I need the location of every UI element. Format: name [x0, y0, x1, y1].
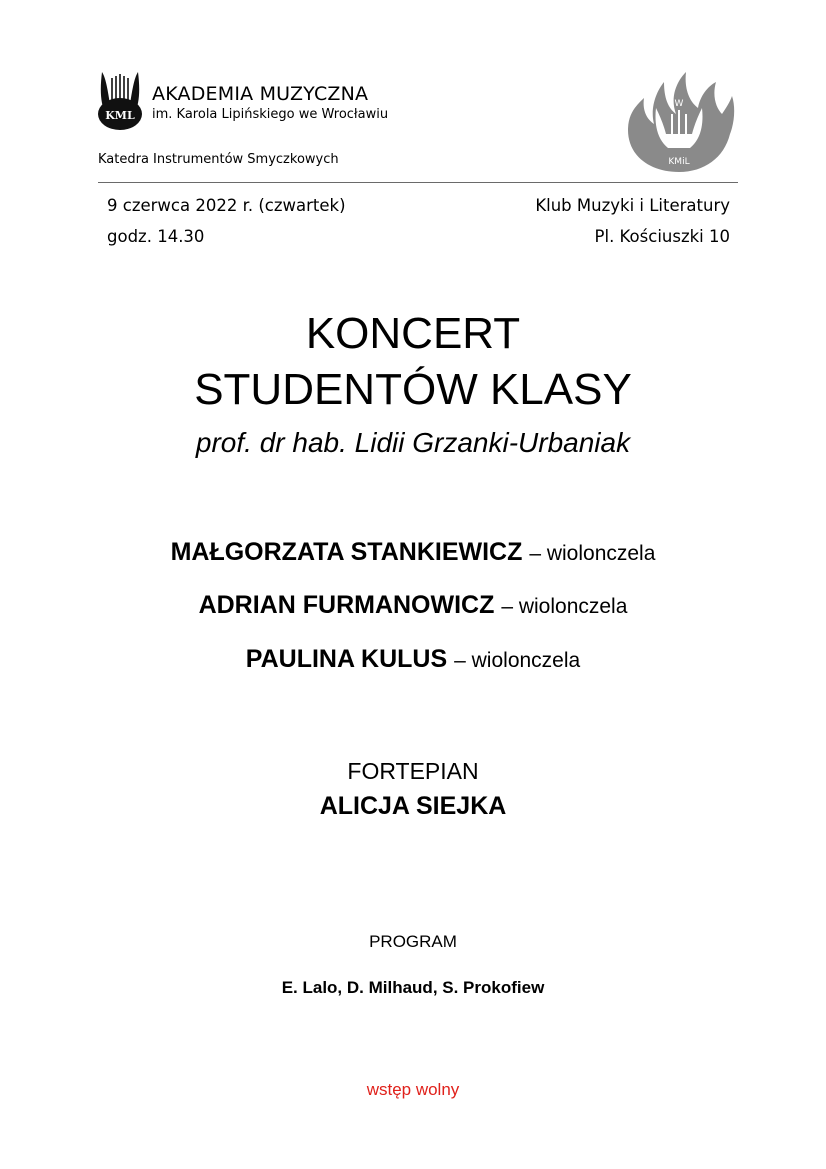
concert-title-line-2: STUDENTÓW KLASY [194, 365, 632, 414]
performer-name: ADRIAN FURMANOWICZ [198, 591, 495, 619]
performer-item [0, 643, 826, 677]
academy-name: AKADEMIA MUZYCZNA [152, 83, 369, 105]
department-name: Katedra Instrumentów Smyczkowych [98, 152, 339, 167]
program-composers: E. Lalo, D. Milhaud, S. Prokofiew [281, 978, 545, 997]
performer-instrument: – wiolonczela [454, 649, 581, 672]
event-venue: Klub Muzyki i Literatury [535, 196, 730, 215]
svg-text:W: W [674, 99, 684, 109]
admission-note: wstęp wolny [366, 1080, 460, 1099]
academy-subtitle: im. Karola Lipińskiego we Wrocławiu [152, 107, 389, 122]
svg-text:KML: KML [105, 109, 135, 122]
performer-name: MAŁGORZATA STANKIEWICZ [170, 538, 523, 566]
performer-item [0, 589, 826, 623]
program-label: PROGRAM [369, 932, 457, 951]
kmil-logo [620, 68, 738, 174]
academy-lyre-logo [96, 68, 144, 134]
event-time: godz. 14.30 [107, 227, 205, 246]
performer-instrument: – wiolonczela [529, 542, 656, 565]
event-address: Pl. Kościuszki 10 [594, 227, 730, 246]
performer-name: PAULINA KULUS [245, 645, 448, 673]
event-date: 9 czerwca 2022 r. (czwartek) [107, 196, 346, 215]
header-divider [98, 182, 738, 183]
concert-title-line-1: KONCERT [305, 309, 521, 358]
professor-name: prof. dr hab. Lidii Grzanki-Urbaniak [195, 427, 631, 458]
svg-text:KMiL: KMiL [668, 157, 690, 167]
piano-label: FORTEPIAN [347, 758, 479, 784]
performer-instrument: – wiolonczela [501, 595, 628, 618]
pianist-name: ALICJA SIEJKA [319, 792, 507, 820]
performer-item [0, 536, 826, 570]
